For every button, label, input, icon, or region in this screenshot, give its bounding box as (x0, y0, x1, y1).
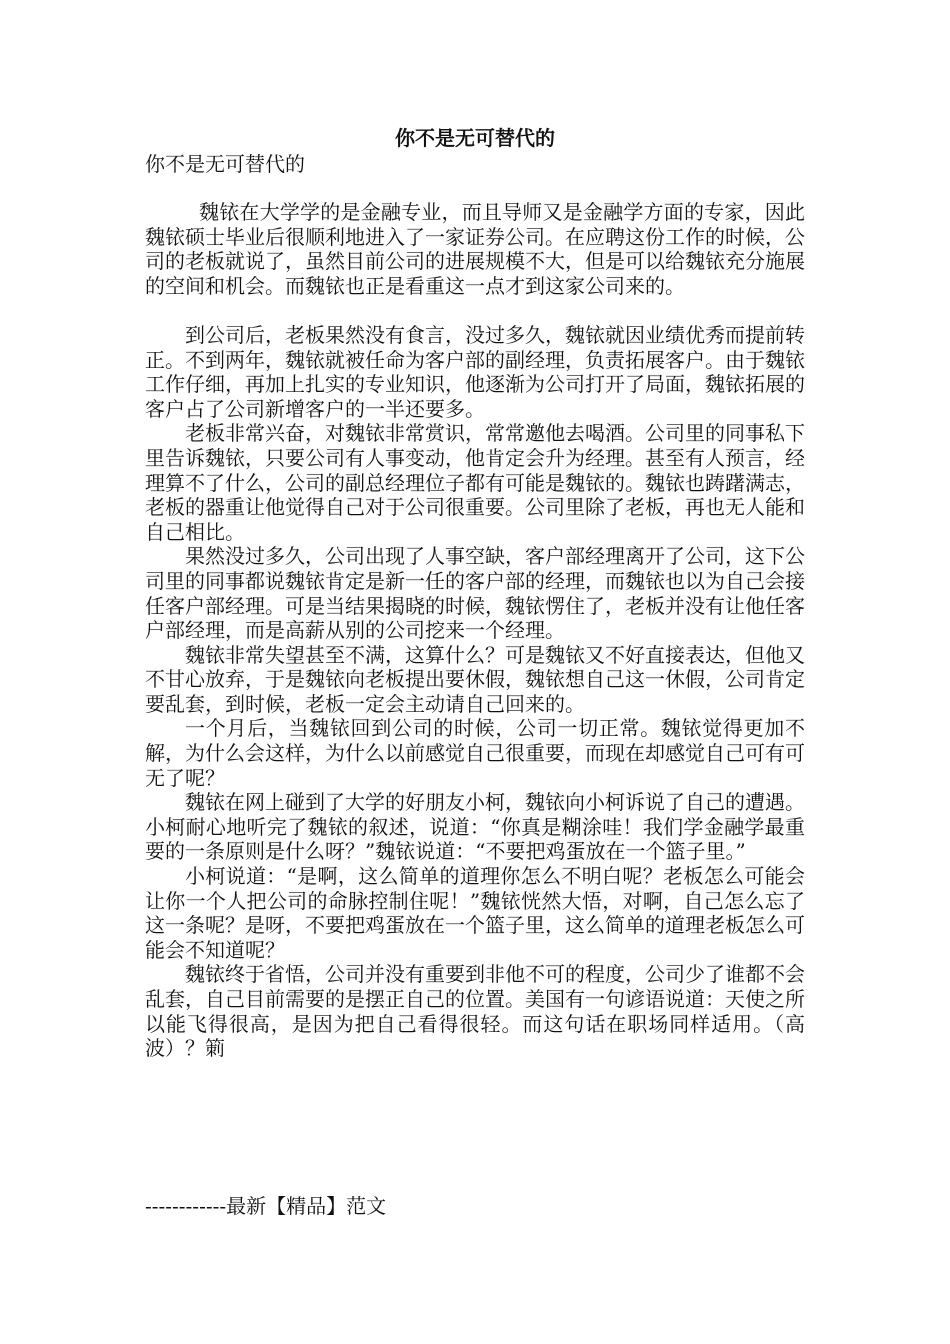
paragraph: 老板非常兴奋，对魏铱非常赏识，常常邀他去喝酒。公司里的同事私下里告诉魏铱，只要公司有人事变动，他肯定会升为经理。甚至有人预言，经理算不了什么，公司的副总经理位子都有可能是魏铱的。魏铱也踌躇满志，老板的器重让他觉得自己对于公司很重要。公司里除了老板，再也无人能和自己相比。 (145, 421, 805, 544)
document-subtitle: 你不是无可替代的 (145, 152, 305, 176)
paragraph: 魏铱终于省悟，公司并没有重要到非他不可的程度，公司少了谁都不会乱套，自己目前需要的是摆正自己的位置。美国有一句谚语说道：天使之所以能飞得很高，是因为把自己看得很轻。而这句话在职场同样适用。（高 波）？箣 (145, 962, 805, 1061)
paragraph: 小柯说道：“是啊，这么简单的道理你怎么不明白呢？老板怎么可能会让你一个人把公司的命脉控制住呢！”魏铱恍然大悟，对啊，自己怎么忘了这一条呢？是呀，不要把鸡蛋放在一个篮子里，这么简单的道理老板怎么可能会不知道呢？ (145, 864, 805, 962)
document-body (145, 200, 805, 1061)
paragraph: 果然没过多久，公司出现了人事空缺，客户部经理离开了公司，这下公司里的同事都说魏铱肯定是新一任的客户部的经理，而魏铱也以为自己会接任客户部经理。可是当结果揭晓的时候，魏铱愣住了，老板并没有让他任客户部经理，而是高薪从别的公司挖来一个经理。 (145, 544, 805, 643)
paragraph: 魏铱在网上碰到了大学的好朋友小柯，魏铱向小柯诉说了自己的遭遇。小柯耐心地听完了魏铱的叙述，说道：“你真是糊涂哇！我们学金融学最重要的一条原则是什么呀？”魏铱说道：“不要把鸡蛋放在一个篮子里。” (145, 790, 805, 864)
paragraph-gap (145, 298, 805, 323)
footer-label: ------------最新【精品】范文 (145, 1194, 387, 1218)
paragraph: 魏铱非常失望甚至不满，这算什么？可是魏铱又不好直接表达，但他又不甘心放弃，于是魏铱向老板提出要休假，魏铱想自己这一休假，公司肯定要乱套，到时候，老板一定会主动请自己回来的。 (145, 642, 805, 716)
paragraph: 魏铱在大学学的是金融专业，而且导师又是金融学方面的专家，因此魏铱硕士毕业后很顺利地进入了一家证券公司。在应聘这份工作的时候，公司的老板就说了，虽然目前公司的进展规模不大，但是可以给魏铱充分施展的空间和机会。而魏铱也正是看重这一点才到这家公司来的。 (145, 200, 805, 298)
paragraph: 一个月后，当魏铱回到公司的时候，公司一切正常。魏铱觉得更加不解，为什么会这样，为什么以前感觉自己很重要，而现在却感觉自己可有可无了呢？ (145, 716, 805, 790)
document-title: 你不是无可替代的 (395, 126, 555, 150)
paragraph: 到公司后，老板果然没有食言，没过多久，魏铱就因业绩优秀而提前转正。不到两年，魏铱就被任命为客户部的副经理，负责拓展客户。由于魏铱工作仔细，再加上扎实的专业知识，他逐渐为公司打开了局面，魏铱拓展的客户占了公司新增客户的一半还要多。 (145, 322, 805, 421)
